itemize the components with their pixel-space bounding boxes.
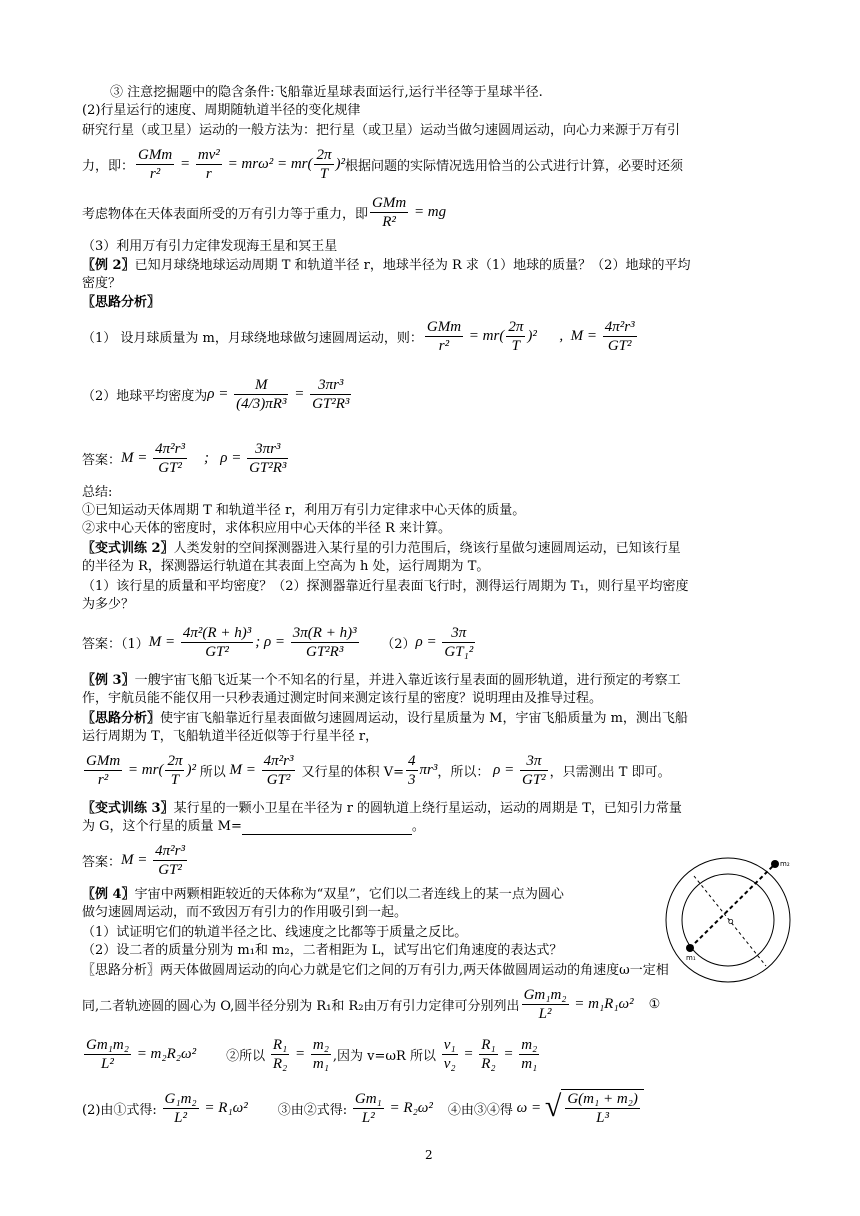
summary-point-2: ②求中心天体的密度时，求体积应用中心天体的半径 R 来计算。: [82, 521, 452, 536]
variant-3-answer: 答案： M = $\frac{\text{4π²r³}}{\text{GT²}}$: [82, 842, 185, 878]
example-3-analysis-cont: 运行周期为 T，飞船轨道半径近似等于行星半径 r，: [82, 729, 379, 744]
example-2: 〖例 2〗已知月球绕地球运动周期 T 和轨道半径 r，地球半径为 R 求（1）地球的质量？（2）地球的平均: [82, 258, 691, 273]
mass-answer-blank[interactable]: [242, 820, 412, 835]
summary-point-1: ①已知运动天体周期 T 和轨道半径 r，利用万有引力定律求中心天体的质量。: [82, 503, 526, 518]
star-m1: [686, 944, 694, 952]
example-3-analysis: 〖思路分析〗使宇宙飞船靠近行星表面做匀速圆周运动，设行星质量为 M，宇宙飞船质量为 m，测出飞船: [82, 711, 688, 726]
analysis-heading-1: 〖思路分析〗: [82, 295, 161, 310]
example-4-cont: 做匀速圆周运动，而不致因万有引力的作用吸引到一起。: [82, 905, 408, 920]
variant-3: 〖变式训练 3〗某行星的一颗小卫星在半径为 r 的圆轨道上绕行星运动，运动的周期是 T，已知引力常量: [82, 801, 682, 816]
connecting-line: [690, 864, 775, 948]
example-4: 〖例 4〗宇宙中两颗相距较近的天体称为“双星”，它们以二者连线上的某一点为圆心: [82, 887, 564, 902]
method-text: 研究行星（或卫星）运动的一般方法为：把行星（或卫星）运动当做匀速圆周运动，向心力来源于万有引: [82, 123, 681, 138]
analysis-step-1: （1） 设月球质量为 m，月球绕地球做匀速圆周运动，则： $\frac{\text{GMm}}{\text{r²}}$ = mr( $\frac{2\pi}{T}$ )² , M = $\frac{\text{4π²r³}}{\text{GT²}}$: [82, 318, 635, 354]
example-2-answer: 答案： M = $\frac{\text{4π²r³}}{\text{GT²}}$ ; ρ = $\frac{\text{3πr³}}{\text{GT²R³}}$: [82, 440, 287, 476]
label-m2: m₂: [780, 860, 790, 868]
example-4-analysis: 〖思路分析〗两天体做圆周运动的向心力就是它们之间的万有引力,两天体做圆周运动的角速度ω一定相: [82, 963, 669, 978]
variant-2-questions-cont: 为多少？: [82, 597, 135, 612]
example-2-cont: 密度？: [82, 276, 122, 291]
example-4-equation-2: $\frac{\text{Gm₁m₂}}{\text{L²}}$ = m₂R₂ω² ②所以 $\frac{\text{R₁}}{\text{R₂}}$ = $\frac{\text{m₂}}{\text{m₁}}$ ,因为 v=ωR 所以 $\frac{\text{v₁}}{\text{v₂}}$ = $\frac{\text{R₁}}{\text{R₂}}$ = $\frac{\text{m₂}}{\text{m₁}}$: [86, 1036, 538, 1072]
example-3-derivation: $\frac{\text{GMm}}{\text{r²}}$ = mr( $\frac{2\pi}{T}$ )² 所以 M = $\frac{\text{4π²r³}}{\text{GT²}}$ 又行星的体积 V= $\frac{4}{3}$ πr³ ，所以： ρ = $\frac{3\pi}{\text{GT²}}$ ，只需测出 T 即可。: [86, 752, 671, 788]
section-heading-3: （3）利用万有引力定律发现海王星和冥王星: [82, 239, 338, 254]
section-heading-2: (2)行星运行的速度、周期随轨道半径的变化规律: [82, 103, 361, 118]
variant-2-cont: 的半径为 R，探测器运行轨道在其表面上空高为 h 处，运行周期为 T。: [82, 559, 490, 574]
analysis-step-2: （2）地球平均密度为 ρ = $\frac{M}{\text{(4/3)πR³}}$ = $\frac{\text{3πr³}}{\text{GT²R³}}$: [82, 376, 350, 412]
force-formula-line: 力，即： $\frac{\text{GMm}}{\text{r²}}$ = $\frac{\text{mv²}}{r}$ = mrω² = mr( $\frac{2\pi}{T}$ )² 根据问题的实际情况选用恰当的公式进行计算，必要时还须: [82, 146, 684, 182]
variant-2-answer: 答案：（1） M = $\frac{\text{4π²(R + h)³}}{\text{GT²}}$ ; ρ = $\frac{\text{3π(R + h)³}}{\text{GT²R³}}$ （2） ρ = $\frac{3\pi}{\text{GT₁²}}$: [82, 624, 474, 660]
variant-2-questions: （1）该行星的质量和平均密度？（2）探测器靠近行星表面飞行时，测得运行周期为 T₁，则行星平均密度: [82, 579, 689, 594]
label-center-o: O: [728, 918, 734, 926]
example-4-question-1: （1）试证明它们的轨道半径之比、线速度之比都等于质量之反比。: [82, 925, 468, 940]
star-m2: [771, 860, 779, 868]
label-m1: m₁: [686, 954, 696, 962]
variant-2: 〖变式训练 2〗人类发射的空间探测器进入某行星的引力范围后，绕该行星做匀速圆周运动，已知该行星: [82, 541, 681, 556]
example-3: 〖例 3〗一艘宇宙飞船飞近某一个不知名的行星，并进入靠近该行星表面的圆形轨道，进行预定的考察工: [82, 673, 681, 688]
page-number: 2: [425, 1148, 433, 1162]
example-4-equation-3: (2)由①式得: $\frac{\text{G₁m₂}}{\text{L²}}$ = R₁ω² ③由②式得: $\frac{\text{Gm₁}}{\text{L²}}$ = R₂ω² ④由③④得 ω = √ $\frac{\text{G(m₁ + m₂)}}{\text{L³}}$: [82, 1084, 644, 1132]
example-3-cont: 作，宇航员能不能仅用一只秒表通过测定时间来测定该行星的密度？说明理由及推导过程。: [82, 691, 603, 706]
gravity-equals-weight-line: 考虑物体在天体表面所受的万有引力等于重力，即 $\frac{\text{GMm}}{\text{R²}}$ = mg: [82, 194, 447, 230]
example-4-equation-1: 同,二者轨迹圆的圆心为 O,圆半径分别为 R₁和 R₂由万有引力定律可分别列出 $\frac{\text{Gm₁m₂}}{\text{L²}}$ = m₁R₁ω² ①: [82, 986, 661, 1022]
hidden-condition-line: ③ 注意挖掘题中的隐含条件:飞船靠近星球表面运行,运行半径等于星球半径.: [110, 85, 543, 100]
summary-label: 总结:: [82, 485, 113, 500]
binary-star-figure: [664, 856, 792, 984]
variant-3-cont: 为 G，这个行星的质量 M= 。: [82, 819, 425, 834]
example-4-question-2: （2）设二者的质量分别为 m₁和 m₂，二者相距为 L，试写出它们角速度的表达式？: [82, 943, 563, 958]
